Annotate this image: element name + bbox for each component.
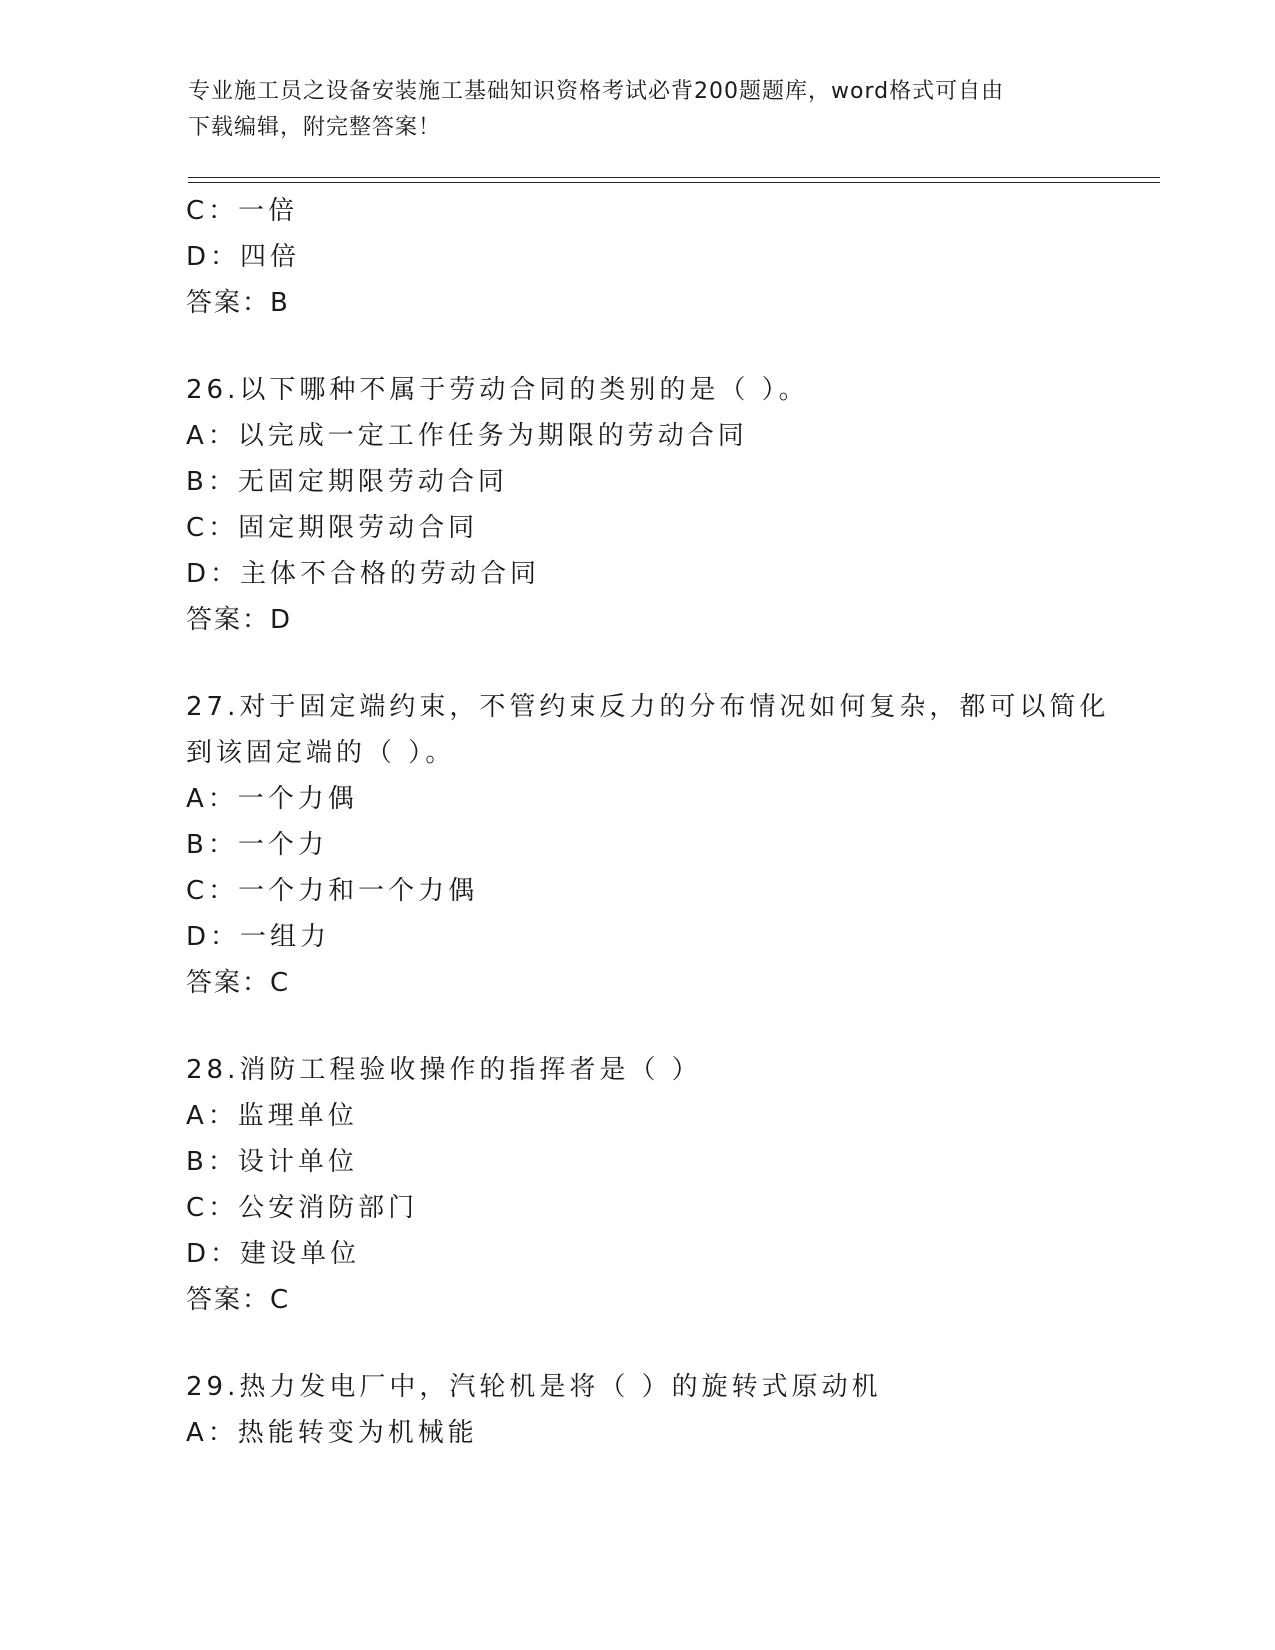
question-stem: 26.以下哪种不属于劳动合同的类别的是（ ）。 <box>186 375 809 405</box>
question-list <box>186 188 1146 1456</box>
option-c: C：一个力和一个力偶 <box>186 876 479 906</box>
option-a: A：以完成一定工作任务为期限的劳动合同 <box>186 421 748 451</box>
option-a: A：监理单位 <box>186 1101 358 1131</box>
option-c: C：固定期限劳动合同 <box>186 513 479 543</box>
question-block-28 <box>186 1047 1146 1323</box>
answer-line: 答案：C <box>186 1285 291 1315</box>
question-stem-line2: 到该固定端的（ ）。 <box>186 738 456 768</box>
option-a: A：热能转变为机械能 <box>186 1418 478 1448</box>
option-b: B：设计单位 <box>186 1147 358 1177</box>
option-c: C：公安消防部门 <box>186 1193 419 1223</box>
option-b: B：无固定期限劳动合同 <box>186 467 508 497</box>
option-c: C：一倍 <box>186 196 299 226</box>
option-d: D：建设单位 <box>186 1239 361 1269</box>
question-block-26 <box>186 367 1146 643</box>
header-title-line1: 专业施工员之设备安装施工基础知识资格考试必背200题题库，word格式可自由 <box>188 79 1005 104</box>
question-block-29 <box>186 1364 1146 1456</box>
header-title-line2: 下载编辑，附完整答案！ <box>188 115 442 140</box>
answer-line: 答案：B <box>186 288 290 318</box>
option-b: B：一个力 <box>186 830 328 860</box>
question-block-25 <box>186 188 1146 326</box>
document-header <box>188 74 1068 146</box>
question-stem: 28.消防工程验收操作的指挥者是（ ） <box>186 1055 702 1085</box>
question-stem-line1: 27.对于固定端约束，不管约束反力的分布情况如何复杂，都可以简化 <box>186 692 1110 722</box>
option-a: A：一个力偶 <box>186 784 358 814</box>
answer-line: 答案：D <box>186 605 293 635</box>
question-block-27 <box>186 684 1146 1006</box>
header-divider-top <box>188 177 1160 178</box>
option-d: D：一组力 <box>186 922 331 952</box>
option-d: D：四倍 <box>186 242 301 272</box>
question-stem: 29.热力发电厂中，汽轮机是将（ ）的旋转式原动机 <box>186 1372 882 1402</box>
option-d: D：主体不合格的劳动合同 <box>186 559 541 589</box>
answer-line: 答案：C <box>186 968 291 998</box>
header-divider-bottom <box>188 182 1160 183</box>
